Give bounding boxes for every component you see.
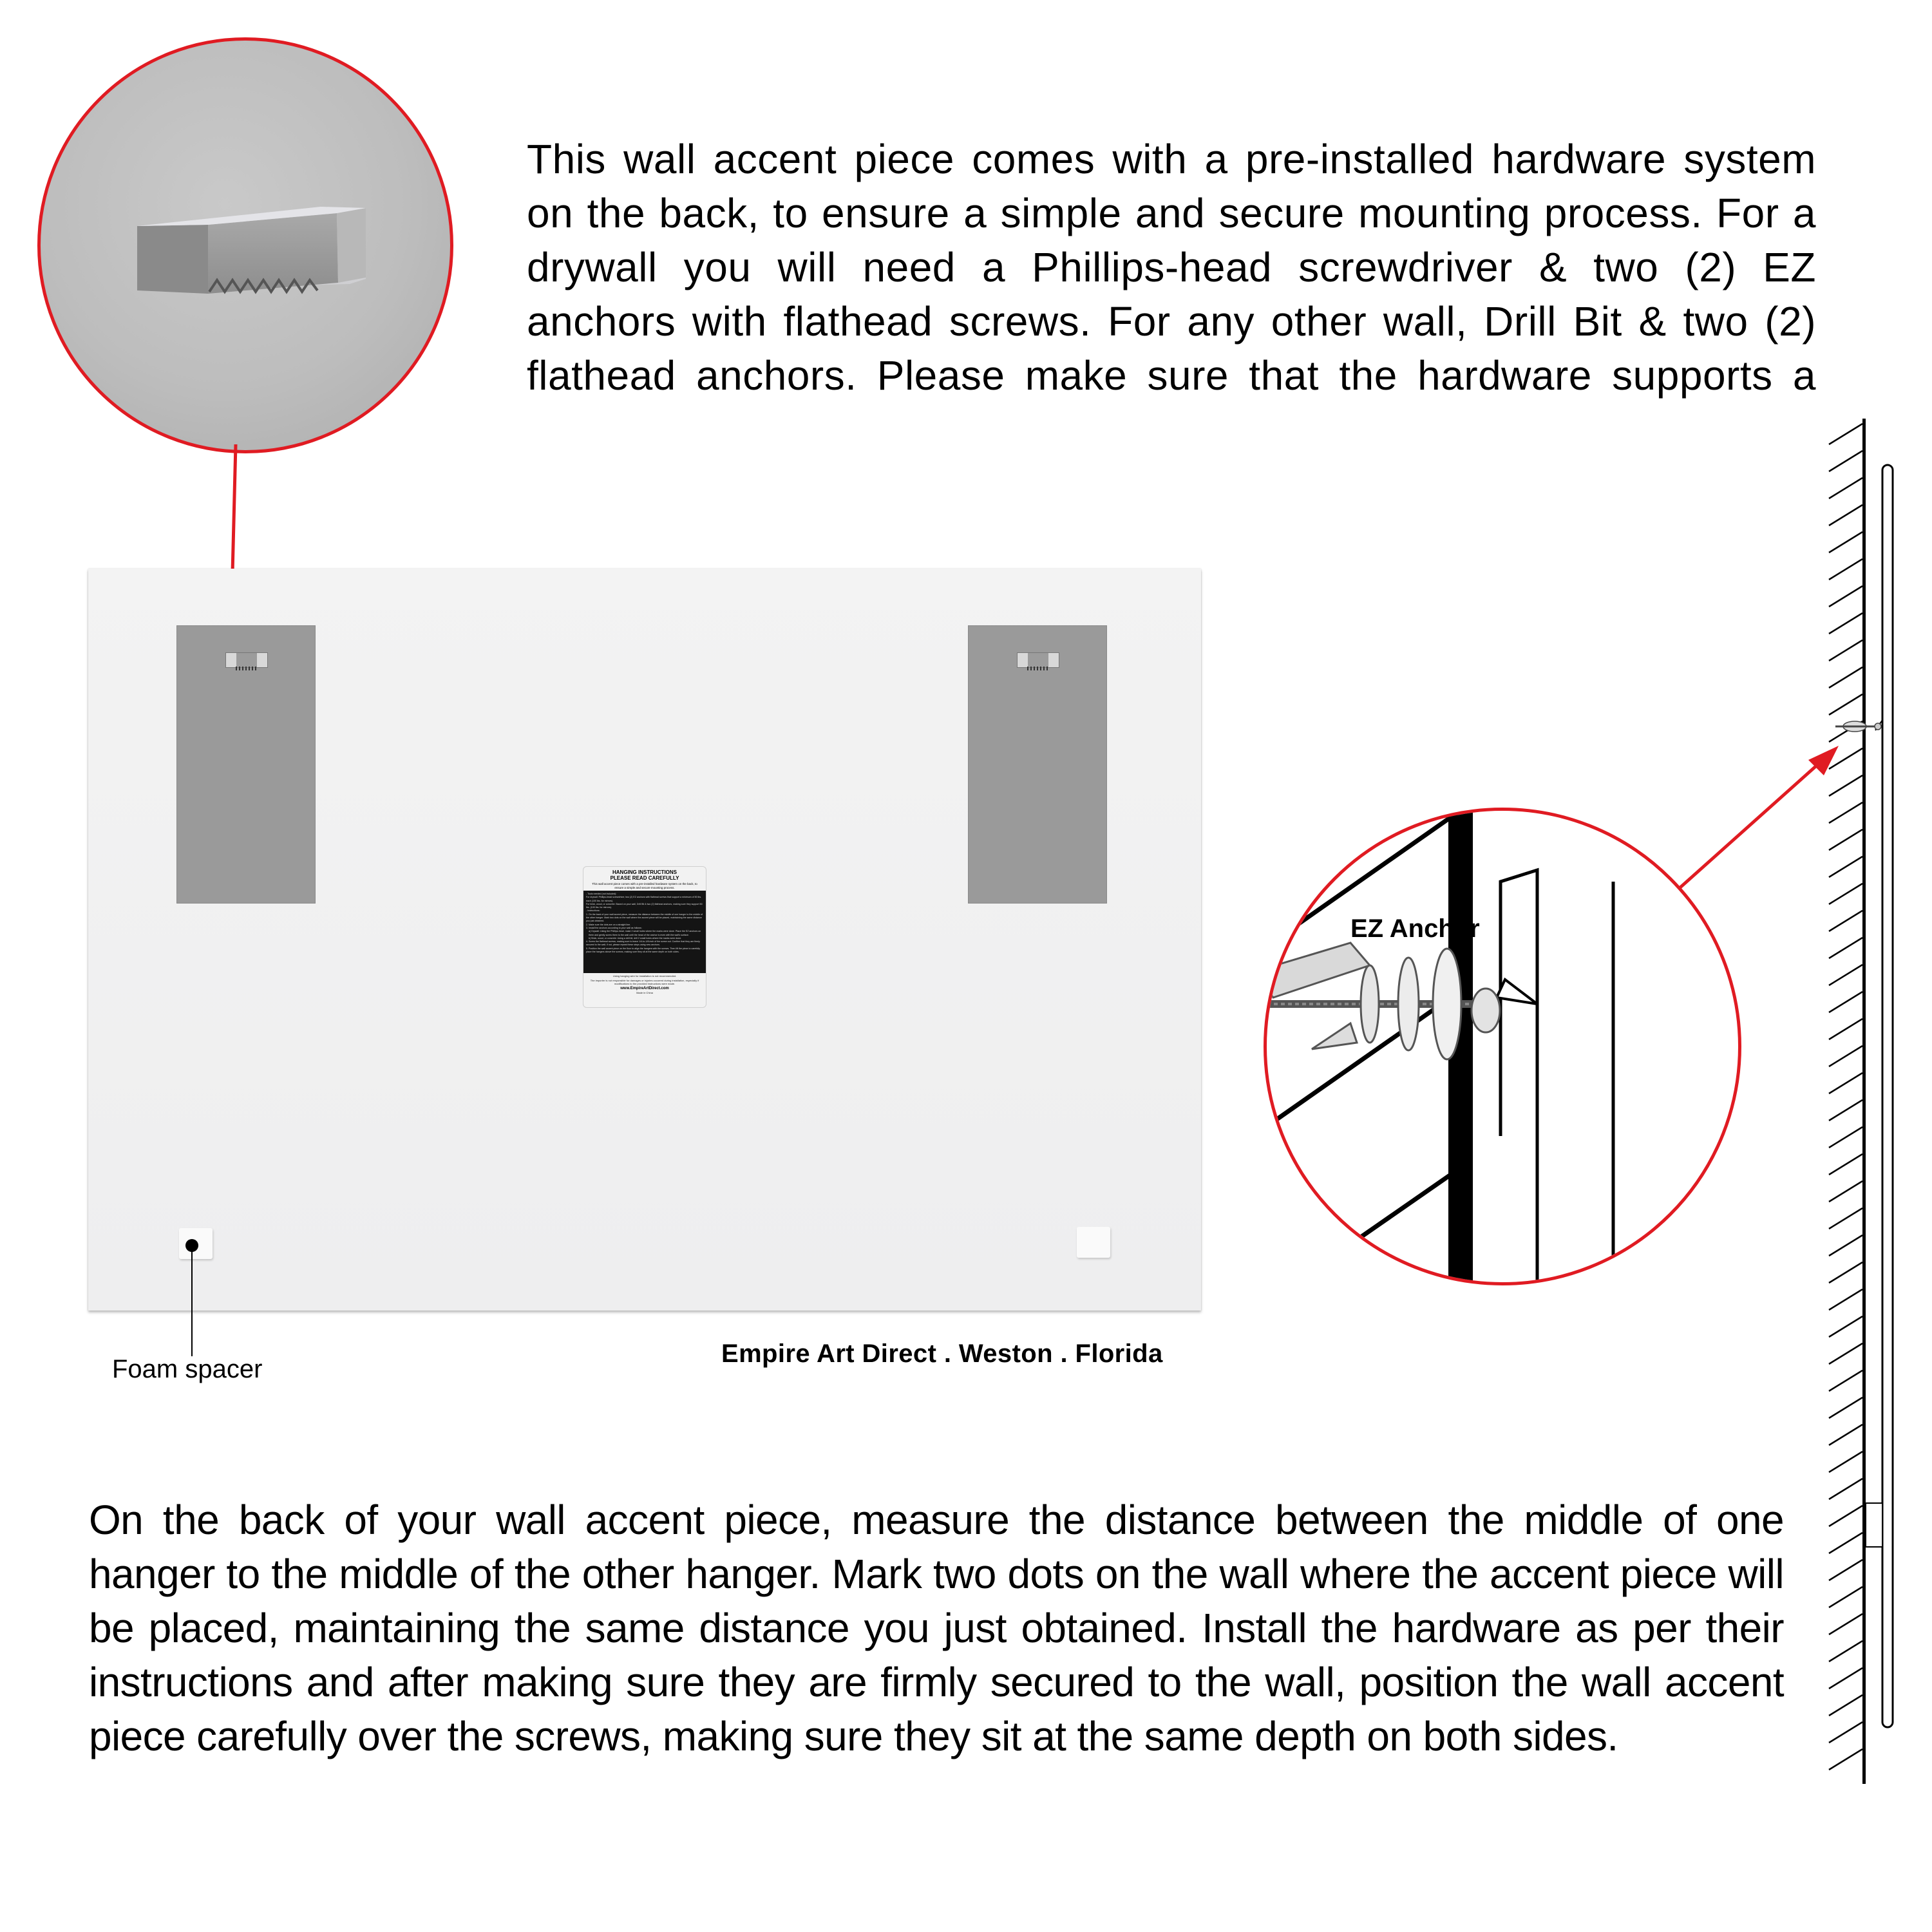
ez-anchor-caption: EZ Anchor [1350,914,1480,943]
callout-arrow-right [1662,741,1855,908]
mounting-steps-paragraph: On the back of your wall accent piece, measure the distance between the middle of one hanger to the middle of the other hanger. Mark two dots on the wall where the accent piece will be placed, maintaining the same distance you just obtained. Install the hardware as per their instructions and after making sure they are firmly secured to the wall, position the wall accent piece carefully over the screws, making sure they sit at the same depth on both sides. [89,1497,1784,1759]
left-hanger-plate [176,625,316,904]
sawtooth-hanger-icon [225,652,268,668]
label-tools-other: For brick, wood, or concrete: Based on your wall, Drill Bit & two (2) flathead anchors, making sure they support 50 lbs. (100 lbs. for mirrors). [586,902,703,909]
label-instructions-block [583,891,706,973]
foam-spacer-profile [1866,1503,1882,1547]
label-instructions-heading: - Instructions: [586,909,600,913]
hanger-teeth [236,667,258,670]
wall-surface [1862,419,1866,1784]
label-step: 5. Position the wall accent piece on the floor to align the hangers with the screws. Then lift the piece to carefully place the hangers above the screws, making sure they sit at the same depth on both sides. [586,947,700,954]
sawtooth-hanger-icon [1017,652,1059,668]
wall-hatching [1829,424,1862,1770]
accent-piece-side-profile [1882,465,1893,1727]
label-tools-heading: - Tools needed (not included): [586,893,617,895]
label-step: 4. Screw the flathead screws, making sure to leave 1/4-to-1/8-inch of the screw out. Confirm that they are firmly secured to the wall; if not, please repeat these steps using new anchors. [586,940,700,947]
label-title: HANGING INSTRUCTIONS [612,869,677,875]
right-hanger-plate [968,625,1107,904]
label-warning: Using hanging wire for installation is not recommended. [612,974,677,978]
label-step: 3. Install the anchors according to your wall as follows: [586,926,642,929]
ez-anchor-closeup-callout [1264,808,1741,1285]
intro-paragraph: This wall accent piece comes with a pre-installed hardware system on the back, to ensure a simple and secure mounting process. For a drywall you will need a Phillips-head screwdriver & two (2) EZ anchors with flathead screws. For any other wall, Drill Bit & two (2) flathead anchors. Please make sure that the hardware supports a [527,136,1816,399]
foam-spacer-caption: Foam spacer [112,1355,263,1383]
label-origin: Made in China [636,991,653,994]
foam-spacer-right [1077,1227,1110,1258]
hanger-closeup-callout [37,37,453,453]
company-credit: Empire Art Direct . Weston . Florida [721,1340,1163,1368]
label-step: 1. On the back of your wall accent piece, measure the distance between the middle of one hanger to the middle of the other hanger. Mark two dots on the wall where the accent piece will be placed, maintaining the same distance you just obtained. [586,913,703,923]
hanger-teeth [1027,667,1049,670]
foam-spacer-pointer [182,1235,201,1358]
label-disclaimer: The importer is not responsible for damages or injuries occurred during installation, especially if modifications to the provided instructions were made. [590,979,699,985]
ez-anchor-detail-diagram [1267,811,1738,1282]
label-subtitle: This wall accent piece comes with a pre-installed hardware system on the back, to ensure a simple and secure mounting process. [592,882,697,889]
label-tools-drywall: For drywall: Phillips-head screwdriver, two (2) EZ anchors with flathead screws that support a minimum of 50 lbs. each (100 lbs. for mirrors). [586,896,702,902]
label-step: a) Drywall: Using the Phillips-head, make 2 small holes where the marks were done. Place the EZ anchors on them and gently screw them to the wall until the head of the anchor is even with the wall's surface. [589,930,701,936]
label-title-2: PLEASE READ CAREFULLY [610,875,679,881]
hanging-instructions-label [583,866,706,1008]
label-step: b) Brick, wood, or concrete: Using a drill bit, drill 2 small holes where the marks were done. [589,936,682,940]
label-url: www.EmpireArtDirect.com [620,987,669,990]
ez-anchor-mini-icon [1835,721,1881,732]
label-step: 2. Make sure the dots are on a straight line. [586,923,631,926]
wall-cross-section-diagram [1816,419,1932,1803]
sawtooth-hanger-icon [137,207,369,310]
